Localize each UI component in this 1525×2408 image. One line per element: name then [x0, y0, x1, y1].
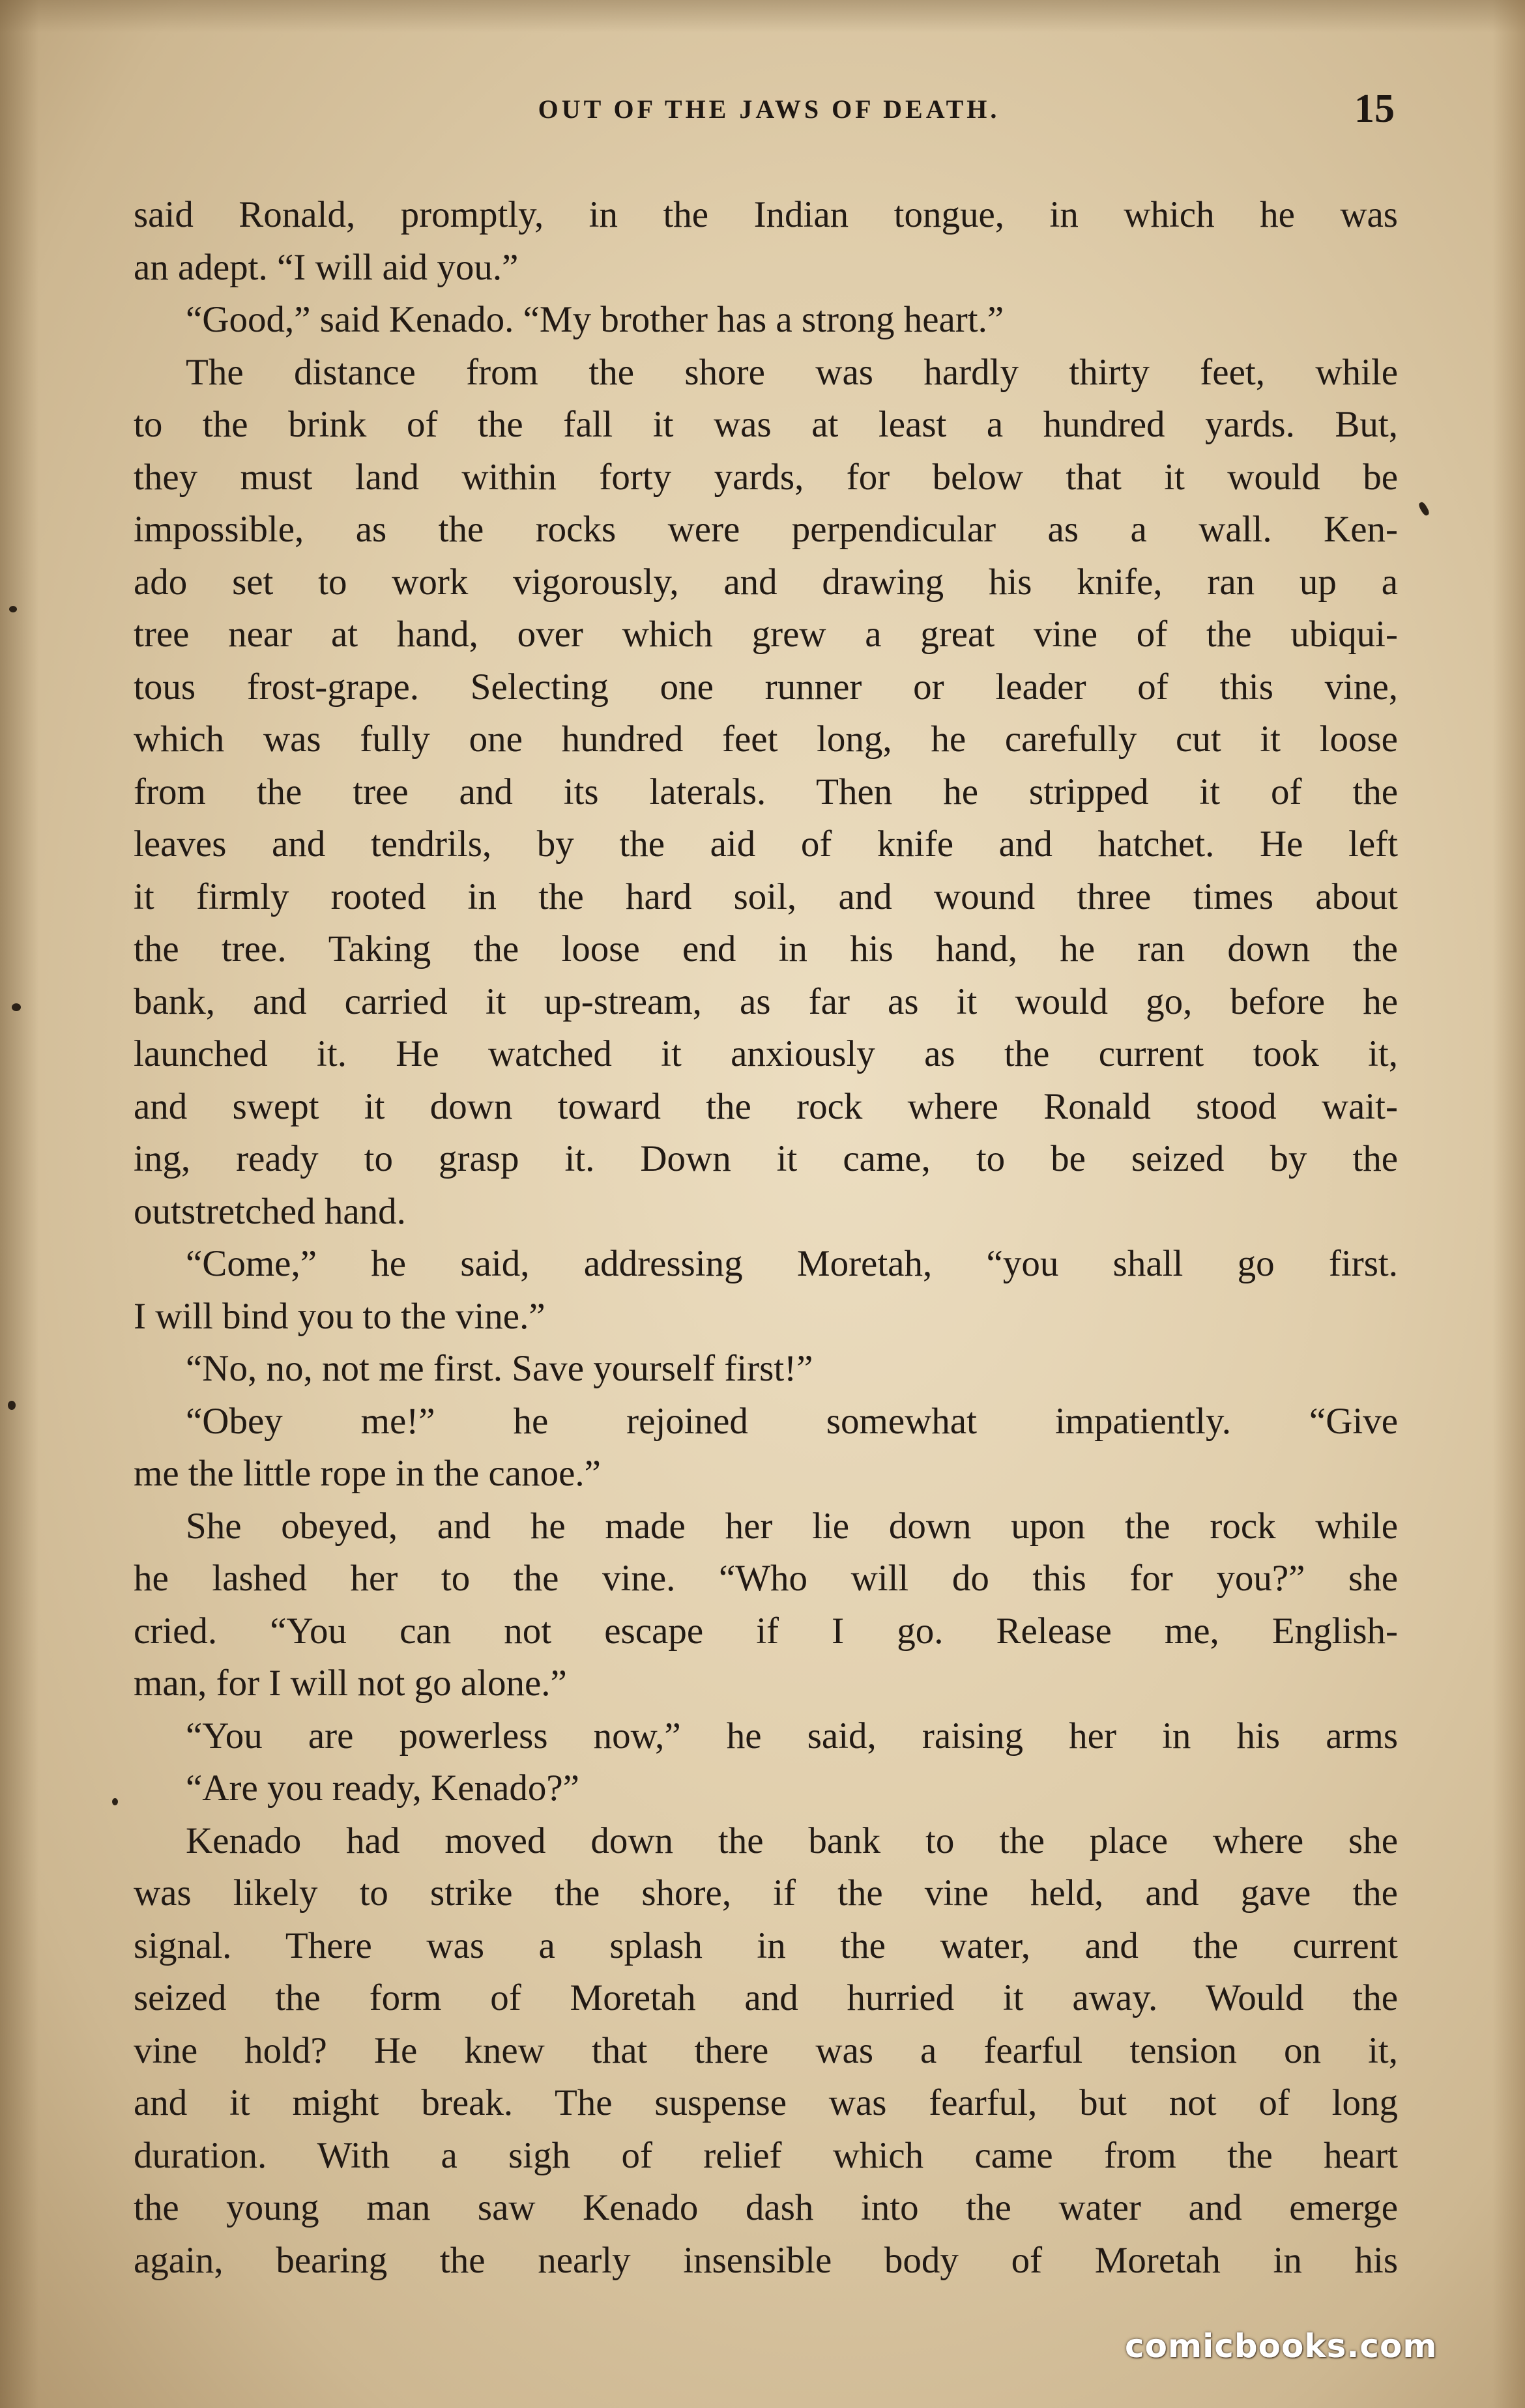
- text-line: the tree. Taking the loose end in his hand, he ran down the: [134, 928, 1398, 969]
- text-line: was likely to strike the shore, if the vine held, and gave the: [134, 1872, 1398, 1914]
- text-line: duration. With a sigh of relief which came from the heart: [134, 2134, 1398, 2176]
- text-line: he lashed her to the vine. “Who will do this for you?” she: [134, 1558, 1398, 1599]
- ink-speck: [8, 1401, 16, 1410]
- text-line: “No, no, not me first. Save yourself first!”: [186, 1348, 813, 1389]
- text-line: outstretched hand.: [134, 1190, 406, 1232]
- text-line: they must land within forty yards, for below that it would be: [134, 456, 1398, 498]
- page-right-shadow: [1492, 0, 1525, 2408]
- text-line: “Obey me!” he rejoined somewhat impatiently. “Give: [186, 1400, 1398, 1442]
- text-line: which was fully one hundred feet long, he carefully cut it loose: [134, 719, 1398, 760]
- text-line: bank, and carried it up-stream, as far as it would go, before he: [134, 981, 1398, 1022]
- text-line: me the little rope in the canoe.”: [134, 1453, 601, 1494]
- ink-speck: [112, 1798, 118, 1805]
- text-line: an adept. “I will aid you.”: [134, 246, 519, 288]
- text-line: “You are powerless now,” he said, raising her in his arms: [186, 1715, 1398, 1756]
- text-line: and it might break. The suspense was fearful, but not of long: [134, 2082, 1398, 2123]
- text-line: again, bearing the nearly insensible body of Moretah in his: [134, 2239, 1398, 2281]
- ink-speck: [9, 606, 17, 612]
- page-top-shadow: [0, 0, 1525, 33]
- page-header: [130, 87, 1408, 143]
- running-head: OUT OF THE JAWS OF DEATH.: [538, 94, 1000, 124]
- text-line: to the brink of the fall it was at least a hundred yards. But,: [134, 404, 1398, 445]
- text-line: The distance from the shore was hardly thirty feet, while: [186, 351, 1398, 393]
- text-line: signal. There was a splash in the water, and the current: [134, 1925, 1398, 1966]
- text-line: ado set to work vigorously, and drawing his knife, ran up a: [134, 561, 1398, 603]
- body-text: [134, 189, 1398, 2287]
- text-line: She obeyed, and he made her lie down upon the rock while: [186, 1505, 1398, 1547]
- text-line: from the tree and its laterals. Then he stripped it of the: [134, 771, 1398, 812]
- text-line: “Are you ready, Kenado?”: [186, 1768, 579, 1809]
- text-line: Kenado had moved down the bank to the place where she: [186, 1820, 1398, 1861]
- text-line: it firmly rooted in the hard soil, and wound three times about: [134, 876, 1398, 917]
- text-line: ing, ready to grasp it. Down it came, to be seized by the: [134, 1138, 1398, 1179]
- text-line: I will bind you to the vine.”: [134, 1295, 545, 1337]
- watermark: comicbooks.com: [1125, 2327, 1438, 2365]
- text-line: “Good,” said Kenado. “My brother has a strong heart.”: [186, 299, 1004, 340]
- text-line: the young man saw Kenado dash into the water and emerge: [134, 2187, 1398, 2228]
- page-left-shadow: [0, 0, 39, 2408]
- ink-speck: [1417, 501, 1431, 517]
- text-line: said Ronald, promptly, in the Indian tongue, in which he was: [134, 194, 1398, 235]
- text-line: man, for I will not go alone.”: [134, 1663, 567, 1704]
- text-line: seized the form of Moretah and hurried it away. Would the: [134, 1977, 1398, 2018]
- text-line: tous frost-grape. Selecting one runner or leader of this vine,: [134, 666, 1398, 708]
- ink-speck: [12, 1003, 21, 1011]
- page-number: 15: [1354, 87, 1395, 131]
- text-line: leaves and tendrils, by the aid of knife and hatchet. He left: [134, 824, 1398, 865]
- text-line: impossible, as the rocks were perpendicular as a wall. Ken-: [134, 509, 1398, 550]
- text-line: “Come,” he said, addressing Moretah, “you shall go first.: [186, 1243, 1398, 1284]
- text-line: vine hold? He knew that there was a fearful tension on it,: [134, 2029, 1398, 2071]
- text-line: launched it. He watched it anxiously as the current took it,: [134, 1033, 1398, 1074]
- text-line: and swept it down toward the rock where Ronald stood wait-: [134, 1085, 1398, 1127]
- text-line: cried. “You can not escape if I go. Release me, English-: [134, 1610, 1398, 1652]
- text-line: tree near at hand, over which grew a great vine of the ubiqui-: [134, 614, 1398, 655]
